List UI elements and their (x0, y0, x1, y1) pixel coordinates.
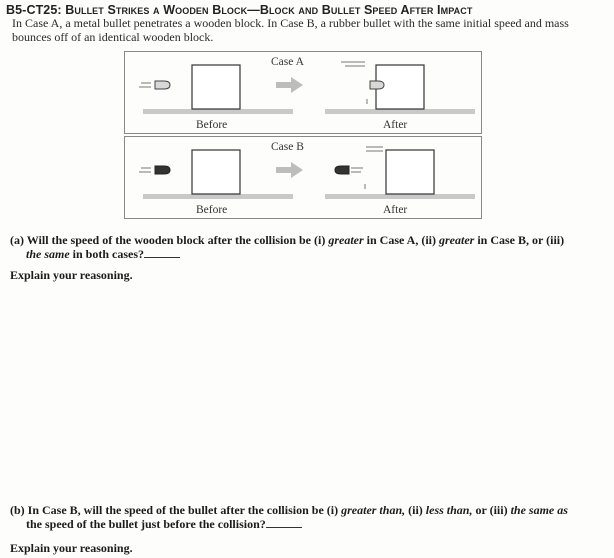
case-a-before-bullet (139, 81, 170, 89)
case-b-after-floor (325, 194, 475, 199)
problem-header (6, 3, 606, 17)
question-a: (a) Will the speed of the wooden block after the collision be (i) greater in Case A, (ii) greater in Case B, or (iii) the same in both cases? (10, 233, 565, 261)
problem-title: Bullet Strikes a Wooden Block—Block and Bullet Speed After Impact (65, 3, 473, 17)
question-b: (b) In Case B, will the speed of the bullet after the collision be (i) greater than, (ii) less than, or (iii) the same as the speed of the bullet just before the collision? (10, 503, 568, 531)
case-a-arrow (276, 77, 303, 93)
problem-id: B5-CT25: (6, 3, 62, 17)
answer-blank-b[interactable] (266, 517, 302, 528)
problem-intro: In Case A, a metal bullet penetrates a wooden block. In Case B, a rubber bullet with the same initial speed and mass bounces off of an identical wooden block. (12, 16, 569, 44)
explain-a: Explain your reasoning. (10, 268, 133, 282)
explain-b: Explain your reasoning. (10, 541, 133, 555)
case-a-after-caption: After (383, 119, 408, 131)
case-b-before-bullet (139, 166, 170, 174)
case-b-after-bullet (335, 166, 363, 174)
case-a-label: Case A (271, 56, 304, 68)
case-b-label: Case B (271, 141, 304, 153)
case-b-after-caption: After (383, 204, 408, 216)
answer-blank-a[interactable] (144, 247, 180, 258)
case-a-after-floor (325, 109, 475, 114)
case-a-before-block (192, 65, 240, 109)
case-b-after-block (386, 150, 434, 194)
case-a-before-caption: Before (196, 119, 228, 131)
case-b-before-floor (143, 194, 293, 199)
case-a-before-floor (143, 109, 293, 114)
case-b-panel (124, 136, 482, 219)
case-b-before-caption: Before (196, 204, 228, 216)
case-a-panel (124, 51, 482, 134)
case-b-arrow (276, 162, 303, 178)
case-a-after-bullet (370, 81, 384, 89)
figure (124, 51, 482, 219)
case-b-before-block (192, 150, 240, 194)
